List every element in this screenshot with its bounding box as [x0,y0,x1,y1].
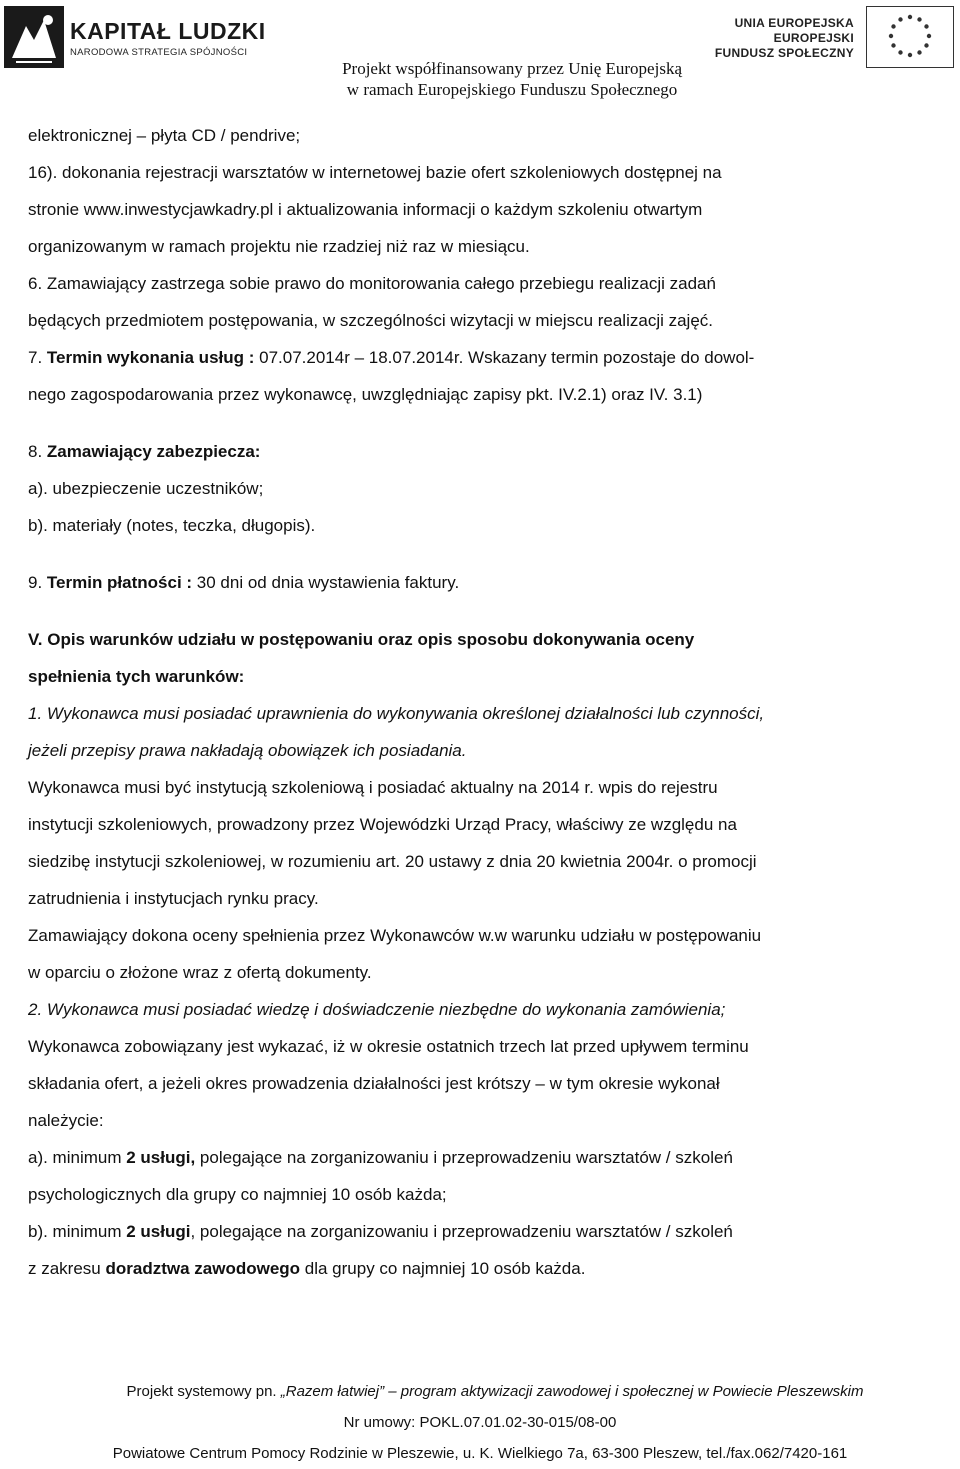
body-line: organizowanym w ramach projektu nie rzadziej niż raz w miesiącu. [28,237,530,256]
body-line: b). materiały (notes, teczka, długopis). [28,516,316,535]
body-text: b). minimum [28,1222,127,1241]
section-9-line [28,564,933,601]
list-item-b [28,1213,933,1250]
body-line: 16). dokonania rejestracji warsztatów w internetowej bazie ofert szkoleniowych dostępnej na [28,163,722,182]
body-text: a). minimum [28,1148,127,1167]
body-text: 30 dni od dnia wystawienia faktury. [192,573,460,592]
body-line: 6. Zamawiający zastrzega sobie prawo do monitorowania całego przebiegu realizacji zadań [28,274,716,293]
eu-label [715,16,854,61]
section-number: 8. [28,442,47,461]
chapter-heading: V. Opis warunków udziału w postępowaniu oraz opis sposobu dokonywania oceny [28,630,695,649]
body-line: elektronicznej – płyta CD / pendrive; [28,126,301,145]
section-8-line [28,433,933,470]
document-footer [0,1376,960,1469]
condition-heading: jeżeli przepisy prawa nakładają obowiązek ich posiadania. [28,741,467,760]
body-line: Wykonawca zobowiązany jest wykazać, iż w okresie ostatnich trzech lat przed upływem terminu [28,1037,749,1056]
eu-label-line1: UNIA EUROPEJSKA [734,16,854,30]
footer-contract-number: Nr umowy: POKL.07.01.02-30-015/08-00 [343,1414,617,1431]
body-line: stronie www.inwestycjawkadry.pl i aktualizowania informacji o każdym szkoleniu otwartym [28,200,703,219]
kapital-ludzki-emblem [4,6,64,68]
body-line: instytucji szkoleniowych, prowadzony przez Wojewódzki Urząd Pracy, właściwy ze względu na [28,815,737,834]
kapital-ludzki-title: KAPITAŁ LUDZKI [70,18,266,44]
condition-heading: 2. Wykonawca musi posiadać wiedzę i doświadczenie niezbędne do wykonania zamówienia; [28,1000,726,1019]
section-7-line [28,339,933,376]
section-heading: Zamawiający zabezpiecza: [46,442,261,461]
body-line: Zamawiający dokona oceny spełnienia przez Wykonawców w.w warunku udziału w postępowaniu [28,926,762,945]
body-line: zatrudnienia i instytucjach rynku pracy. [28,889,319,908]
section-heading: Termin płatności : [46,573,193,592]
list-item-a [28,1139,933,1176]
body-line: Wykonawca musi być instytucją szkoleniową i posiadać aktualny na 2014 r. wpis do rejestru [28,778,718,797]
cofinancing-line2: w ramach Europejskiego Funduszu Społecznego [346,80,678,99]
cofinancing-note [342,58,682,100]
cofinancing-line1: Projekt współfinansowany przez Unię Europejską [342,59,682,78]
body-text: z zakresu [28,1259,106,1278]
body-line: będących przedmiotem postępowania, w szczególności wizytacji w miejscu realizacji zajęć. [28,311,714,330]
footer-project-line [0,1376,960,1407]
body-line [28,1250,933,1287]
eu-label-line3: FUNDUSZ SPOŁECZNY [714,46,854,60]
body-line: składania ofert, a jeżeli okres prowadzenia działalności jest krótszy – w tym okresie wykonał [28,1074,720,1093]
footer-address: Powiatowe Centrum Pomocy Rodzinie w Pleszewie, u. K. Wielkiego 7a, 63-300 Pleszew, tel./fax.062/7420-161 [112,1445,848,1462]
body-text: , polegające na zorganizowaniu i przeprowadzeniu warsztatów / szkoleń [190,1222,733,1241]
body-line: psychologicznych dla grupy co najmniej 10 osób każda; [28,1185,447,1204]
date-range: 07.07.2014r – 18.07.2014r [254,348,459,367]
footer-text: Projekt systemowy pn. [126,1383,281,1400]
body-text: polegające na zorganizowaniu i przeprowadzeniu warsztatów / szkoleń [195,1148,733,1167]
emphasis-text: doradztwa zawodowego [105,1259,301,1278]
eu-flag-icon [866,6,954,68]
section-heading: Termin wykonania usług : [46,348,255,367]
service-count: 2 usługi, [126,1148,196,1167]
footer-project-name: „Razem łatwiej” – program aktywizacji zawodowej i społecznej w Powiecie Pleszewskim [280,1383,864,1400]
eu-label-line2: EUROPEJSKI [773,31,854,45]
body-line: a). ubezpieczenie uczestników; [28,479,264,498]
section-number: 9. [28,573,47,592]
document-body [28,117,933,1287]
service-count: 2 usługi [126,1222,191,1241]
body-text: . Wskazany termin pozostaje do dowol- [458,348,755,367]
body-line: siedzibę instytucji szkoleniowej, w rozumieniu art. 20 ustawy z dnia 20 kwietnia 2004r. o promocji [28,852,757,871]
body-text: dla grupy co najmniej 10 osób każda. [300,1259,586,1278]
kapital-ludzki-logo [4,6,266,68]
body-line: w oparciu o złożone wraz z ofertą dokumenty. [28,963,372,982]
kapital-ludzki-subtitle: NARODOWA STRATEGIA SPÓJNOŚCI [70,47,248,58]
body-line: nego zagospodarowania przez wykonawcę, uwzględniając zapisy pkt. IV.2.1) oraz IV. 3.1) [28,385,703,404]
condition-heading: 1. Wykonawca musi posiadać uprawnienia do wykonywania określonej działalności lub czynności, [28,704,765,723]
body-line: należycie: [28,1111,104,1130]
chapter-heading: spełnienia tych warunków: [28,667,245,686]
section-number: 7. [28,348,47,367]
document-header [0,0,960,105]
